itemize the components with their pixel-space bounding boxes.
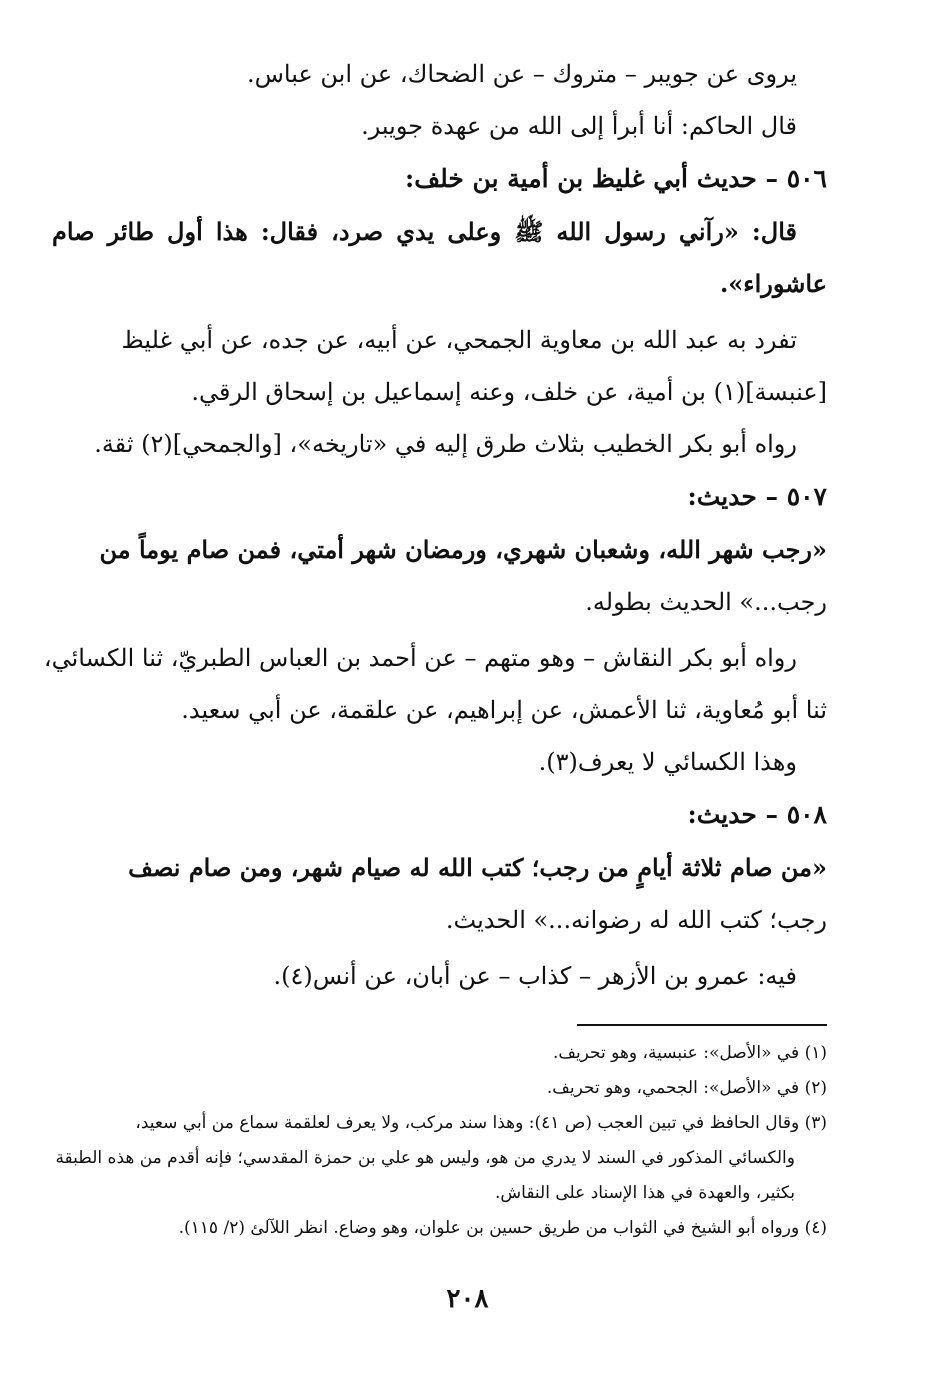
- hadith-text-line: رجب...» الحديث بطوله.: [585, 588, 827, 616]
- hadith-text-line: رجب؛ كتب الله له رضوانه...» الحديث.: [445, 906, 827, 934]
- hadith-text-line: «رجب شهر الله، وشعبان شهري، ورمضان شهر أمتي، فمن صام يوماً من: [99, 535, 827, 564]
- hadith-text-line: «من صام ثلاثة أيامٍ من رجب؛ كتب الله له صيام شهر، ومن صام نصف: [128, 853, 827, 882]
- page-number: ٢٠٨: [446, 1284, 489, 1314]
- text-line: فيه: عمرو بن الأزهر – كذاب – عن أبان، عن أنس(٤).: [273, 962, 797, 990]
- footnote-3-continued: بكثير، والعهدة في هذا الإسناد على النقاش.: [494, 1183, 795, 1203]
- text-line: وهذا الكسائي لا يعرف(٣).: [538, 748, 797, 776]
- hadith-text-line: [52, 206, 827, 258]
- section-heading-506: ٥٠٦ – حديث أبي غليظ بن أمية بن خلف:: [405, 164, 827, 193]
- text-line: تفرد به عبد الله بن معاوية الجمحي، عن أبيه، عن جده، عن أبي غليظ: [121, 326, 797, 354]
- footnote-divider: [577, 1024, 827, 1026]
- text-line: قال الحاكم: أنا أبرأ إلى الله من عهدة جويبر.: [361, 112, 797, 140]
- hadith-text-line: عاشوراء».: [719, 269, 827, 298]
- text-line: رواه أبو بكر النقاش – وهو متهم – عن أحمد بن العباس الطبريّ، ثنا الكسائي،: [43, 644, 797, 672]
- section-heading-507: ٥٠٧ – حديث:: [687, 482, 827, 511]
- section-heading-508: ٥٠٨ – حديث:: [687, 800, 827, 829]
- hadith-text-span: قال: «رآني رسول الله ﷺ وعلى يدي صرد، فقال: هذا أول طائر صام: [52, 217, 797, 246]
- footnote-3: (٣) وقال الحافظ في تبين العجب (ص ٤١): وهذا سند مركب، ولا يعرف لعلقمة سماع من أبي سعيد،: [135, 1113, 827, 1133]
- text-line: يروى عن جويبر – متروك – عن الضحاك، عن ابن عباس.: [246, 60, 797, 88]
- footnote-3-continued: والكسائي المذكور في السند لا يدري من هو، وليس هو علي بن حمزة المقدسي؛ فإنه أقدم من هذه الطبقة: [55, 1148, 795, 1168]
- text-line: ثنا أبو مُعاوية، ثنا الأعمش، عن إبراهيم، عن علقمة، عن أبي سعيد.: [181, 696, 827, 724]
- text-line: رواه أبو بكر الخطيب بثلاث طرق إليه في «تاريخه»، [والجمحي](٢) ثقة.: [94, 430, 797, 458]
- footnote-1: (١) في «الأصل»: عنبسية، وهو تحريف.: [552, 1043, 827, 1063]
- footnote-2: (٢) في «الأصل»: الجحمي، وهو تحريف.: [546, 1078, 827, 1098]
- text-line: [عنبسة](١) بن أمية، عن خلف، وعنه إسماعيل بن إسحاق الرقي.: [191, 378, 827, 406]
- footnote-4: (٤) ورواه أبو الشيخ في الثواب من طريق حسين بن علوان، وهو وضاع. انظر اللآلئ (٢/ ١١٥).: [178, 1218, 827, 1238]
